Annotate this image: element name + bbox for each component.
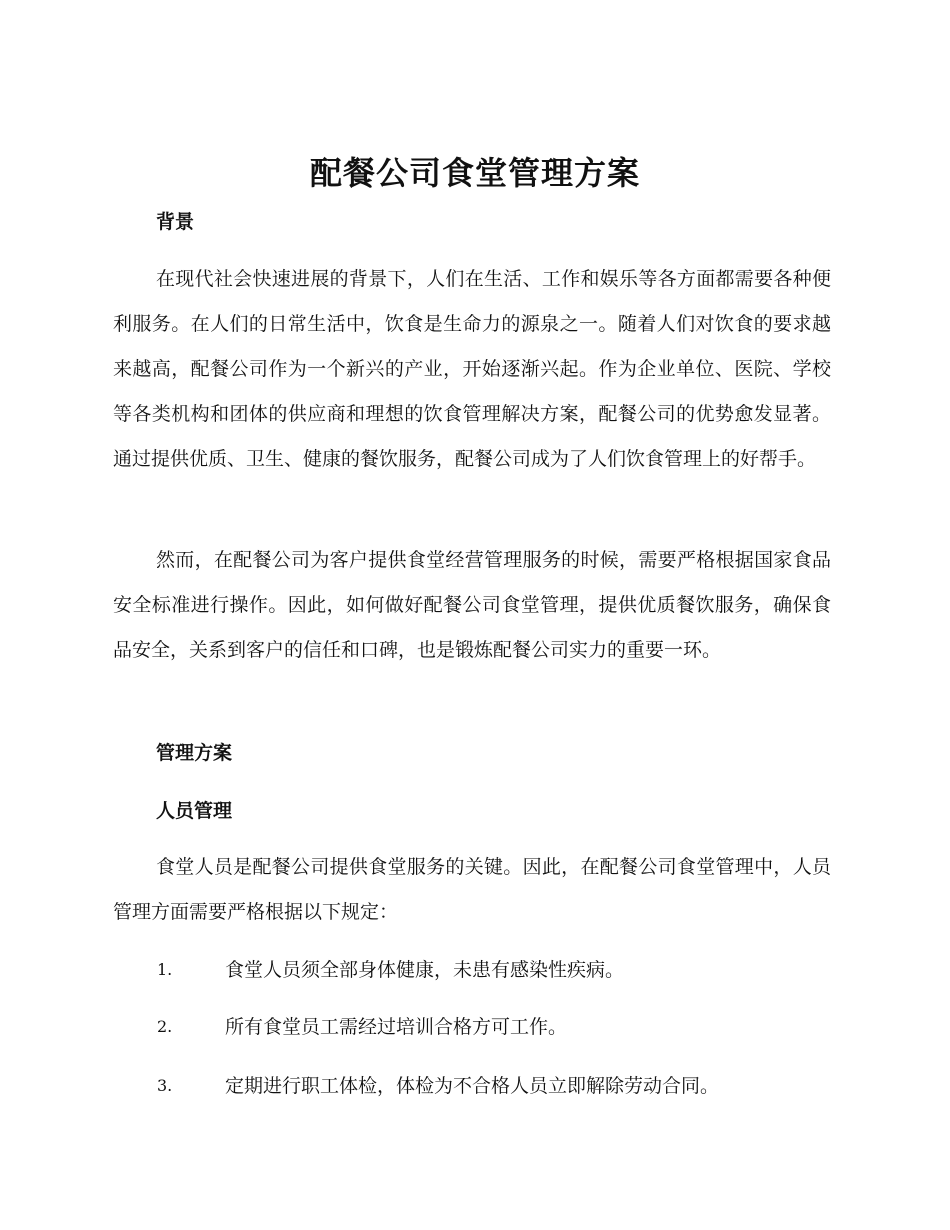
list-item	[0, 955, 950, 985]
list-item	[0, 1071, 950, 1101]
document-title: 配餐公司食堂管理方案	[309, 154, 640, 192]
list-text: 食堂人员须全部身体健康，未患有感染性疾病。	[225, 959, 625, 981]
list-text: 定期进行职工体检，体检为不合格人员立即解除劳动合同。	[225, 1075, 720, 1097]
section-heading-plan: 管理方案	[156, 742, 233, 764]
list-number: 1.	[157, 960, 173, 979]
list-item	[0, 1012, 950, 1042]
background-paragraph-1: 在现代社会快速进展的背景下，人们在生活、工作和娱乐等各方面都需要各种便利服务。在人们的日常生活中，饮食是生命力的源泉之一。随着人们对饮食的要求越来越高，配餐公司作为一个新兴的产业，开始逐渐兴起。作为企业单位、医院、学校等各类机构和团体的供应商和理想的饮食管理解决方案，配餐公司的优势愈发显著。通过提供优质、卫生、健康的餐饮服务，配餐公司成为了人们饮食管理上的好帮手。	[113, 268, 831, 470]
list-number: 2.	[157, 1017, 173, 1036]
section-heading-background: 背景	[156, 211, 195, 233]
section-heading-staff: 人员管理	[156, 800, 233, 822]
staff-paragraph: 食堂人员是配餐公司提供食堂服务的关键。因此，在配餐公司食堂管理中，人员管理方面需要严格根据以下规定：	[113, 856, 831, 923]
background-paragraph-2: 然而，在配餐公司为客户提供食堂经营管理服务的时候，需要严格根据国家食品安全标准进行操作。因此，如何做好配餐公司食堂管理，提供优质餐饮服务，确保食品安全，关系到客户的信任和口碑，也是锻炼配餐公司实力的重要一环。	[113, 549, 831, 661]
list-number: 3.	[157, 1076, 173, 1095]
list-text: 所有食堂员工需经过培训合格方可工作。	[225, 1016, 568, 1038]
